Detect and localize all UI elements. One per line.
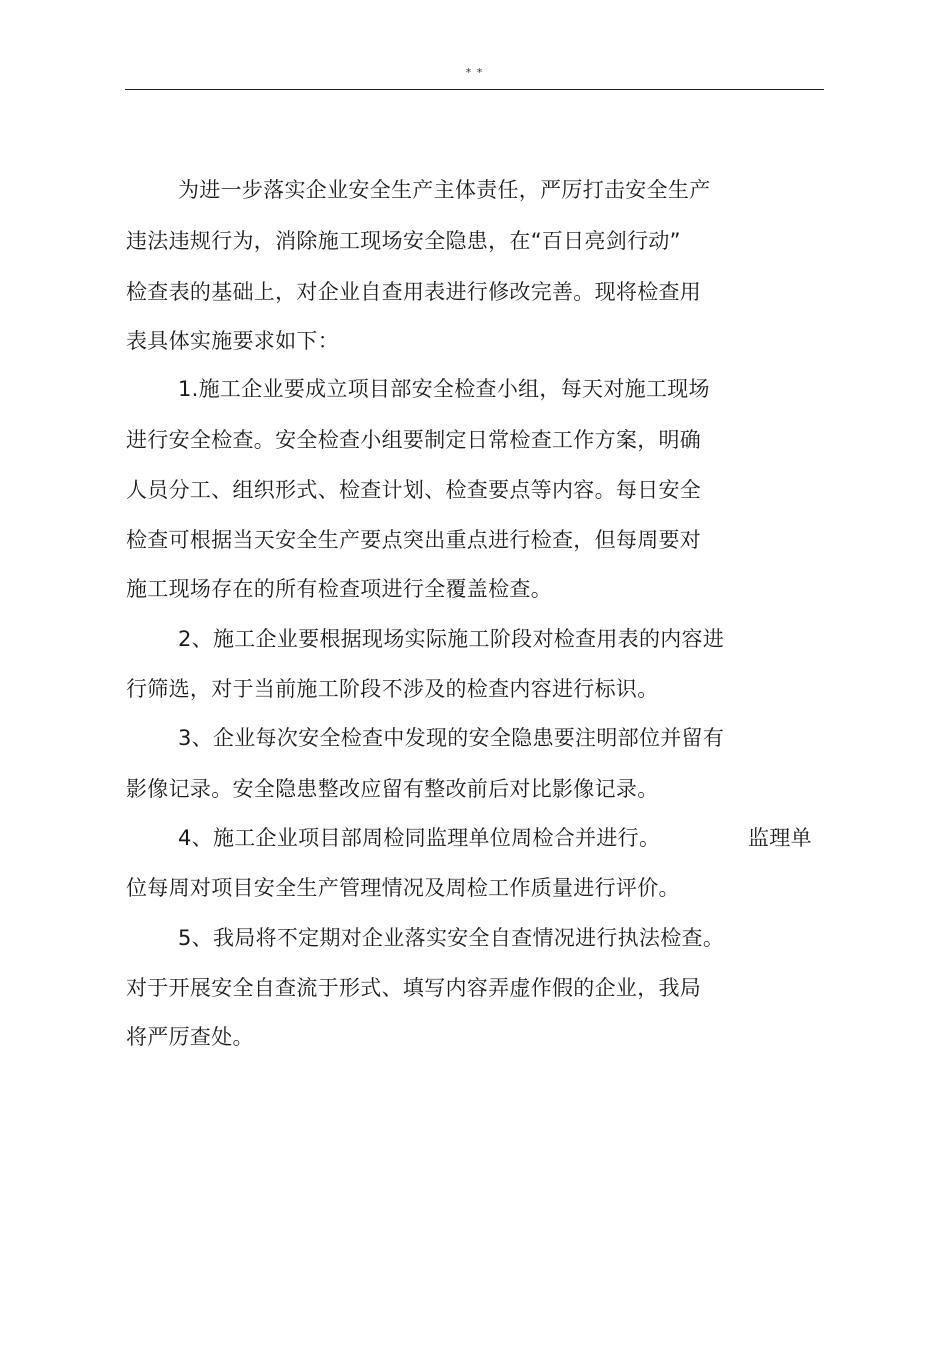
item-1-line-3: 人员分工、组织形式、检查计划、检查要点等内容。每日安全 [126, 478, 702, 502]
item-1-line-5: 施工现场存在的所有检查项进行全覆盖检查。 [126, 577, 552, 601]
paragraph-intro-line-2: 违法违规行为，消除施工现场安全隐患，在“百日亮剑行动” [126, 229, 681, 253]
header-mark: * * [465, 66, 484, 79]
item-1-line-4: 检查可根据当天安全生产要点突出重点进行检查，但每周要对 [126, 528, 702, 552]
page-header [125, 60, 824, 90]
item-4-line-2: 位每周对项目安全生产管理情况及周检工作质量进行评价。 [126, 876, 680, 900]
paragraph-intro-line-1: 为进一步落实企业安全生产主体责任，严厉打击安全生产 [178, 178, 711, 202]
item-1-line-1: 1.施工企业要成立项目部安全检查小组，每天对施工现场 [178, 377, 710, 401]
paragraph-intro-line-3: 检查表的基础上，对企业自查用表进行修改完善。现将检查用 [126, 280, 702, 304]
item-4-line-1: 4、施工企业项目部周检同监理单位周检合并进行。 [178, 826, 661, 850]
item-2-line-1: 2、施工企业要根据现场实际施工阶段对检查用表的内容进 [178, 627, 725, 651]
item-2-line-2: 行筛选，对于当前施工阶段不涉及的检查内容进行标识。 [126, 677, 659, 701]
item-1-line-2: 进行安全检查。安全检查小组要制定日常检查工作方案，明确 [126, 428, 702, 452]
item-5-line-1: 5、我局将不定期对企业落实安全自查情况进行执法检查。 [178, 926, 725, 950]
item-3-line-2: 影像记录。安全隐患整改应留有整改前后对比影像记录。 [126, 777, 659, 801]
item-4-line-1-tail: 监理单 [748, 826, 812, 850]
paragraph-intro-line-4: 表具体实施要求如下： [126, 329, 339, 353]
item-5-line-3: 将严厉查处。 [126, 1025, 254, 1049]
item-3-line-1: 3、企业每次安全检查中发现的安全隐患要注明部位并留有 [178, 726, 725, 750]
item-5-line-2: 对于开展安全自查流于形式、填写内容弄虚作假的企业，我局 [126, 976, 702, 1000]
